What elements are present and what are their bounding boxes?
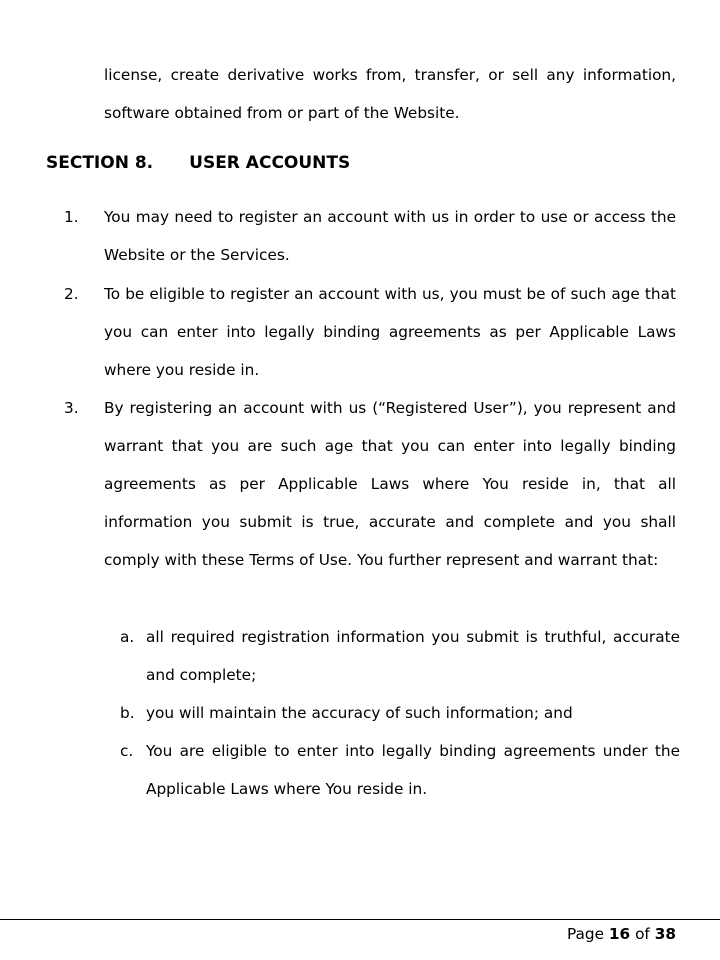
sub-list-item-letter: a. [120, 628, 135, 646]
list-item-number: 2. [64, 285, 79, 303]
sub-list-item [120, 732, 680, 808]
list-item [64, 198, 676, 274]
sub-list-item-text: You are eligible to enter into legally binding agreements under the Applicable Laws where You reside in. [146, 742, 680, 798]
sub-list-item-letter: c. [120, 742, 134, 760]
footer-divider [0, 919, 720, 920]
page-number-footer [567, 922, 676, 946]
section-heading [46, 150, 350, 176]
list-item [64, 389, 676, 579]
section-number: SECTION 8. [46, 153, 154, 173]
sub-list-item [120, 694, 680, 732]
list-item-text: By registering an account with us (“Registered User”), you represent and warrant that you are such age that you can enter into legally binding agreements as per Applicable Laws where You reside in, that all information you submit is true, accurate and complete and you shall comply with these Terms of Use. You further represent and warrant that: [104, 399, 676, 569]
sub-list-item-text: all required registration information you submit is truthful, accurate and complete; [146, 628, 680, 684]
of-word: of [635, 925, 650, 943]
list-item-text: To be eligible to register an account with us, you must be of such age that you can enter into legally binding agreements as per Applicable Laws where you reside in. [104, 285, 676, 379]
current-page-number: 16 [608, 925, 631, 943]
section-title: USER ACCOUNTS [189, 153, 351, 173]
page-word: Page [566, 925, 605, 943]
list-item-text: You may need to register an account with us in order to use or access the Website or the Services. [104, 208, 676, 264]
list-item-number: 3. [64, 399, 79, 417]
sub-list-item-letter: b. [120, 704, 135, 722]
continuation-paragraph: license, create derivative works from, transfer, or sell any information, software obtained from or part of the Website. [104, 66, 676, 122]
total-page-count: 38 [654, 925, 676, 943]
list-item [64, 275, 676, 389]
list-item-number: 1. [64, 208, 79, 226]
sub-list-item-text: you will maintain the accuracy of such information; and [146, 704, 573, 722]
sub-list-item [120, 618, 680, 694]
